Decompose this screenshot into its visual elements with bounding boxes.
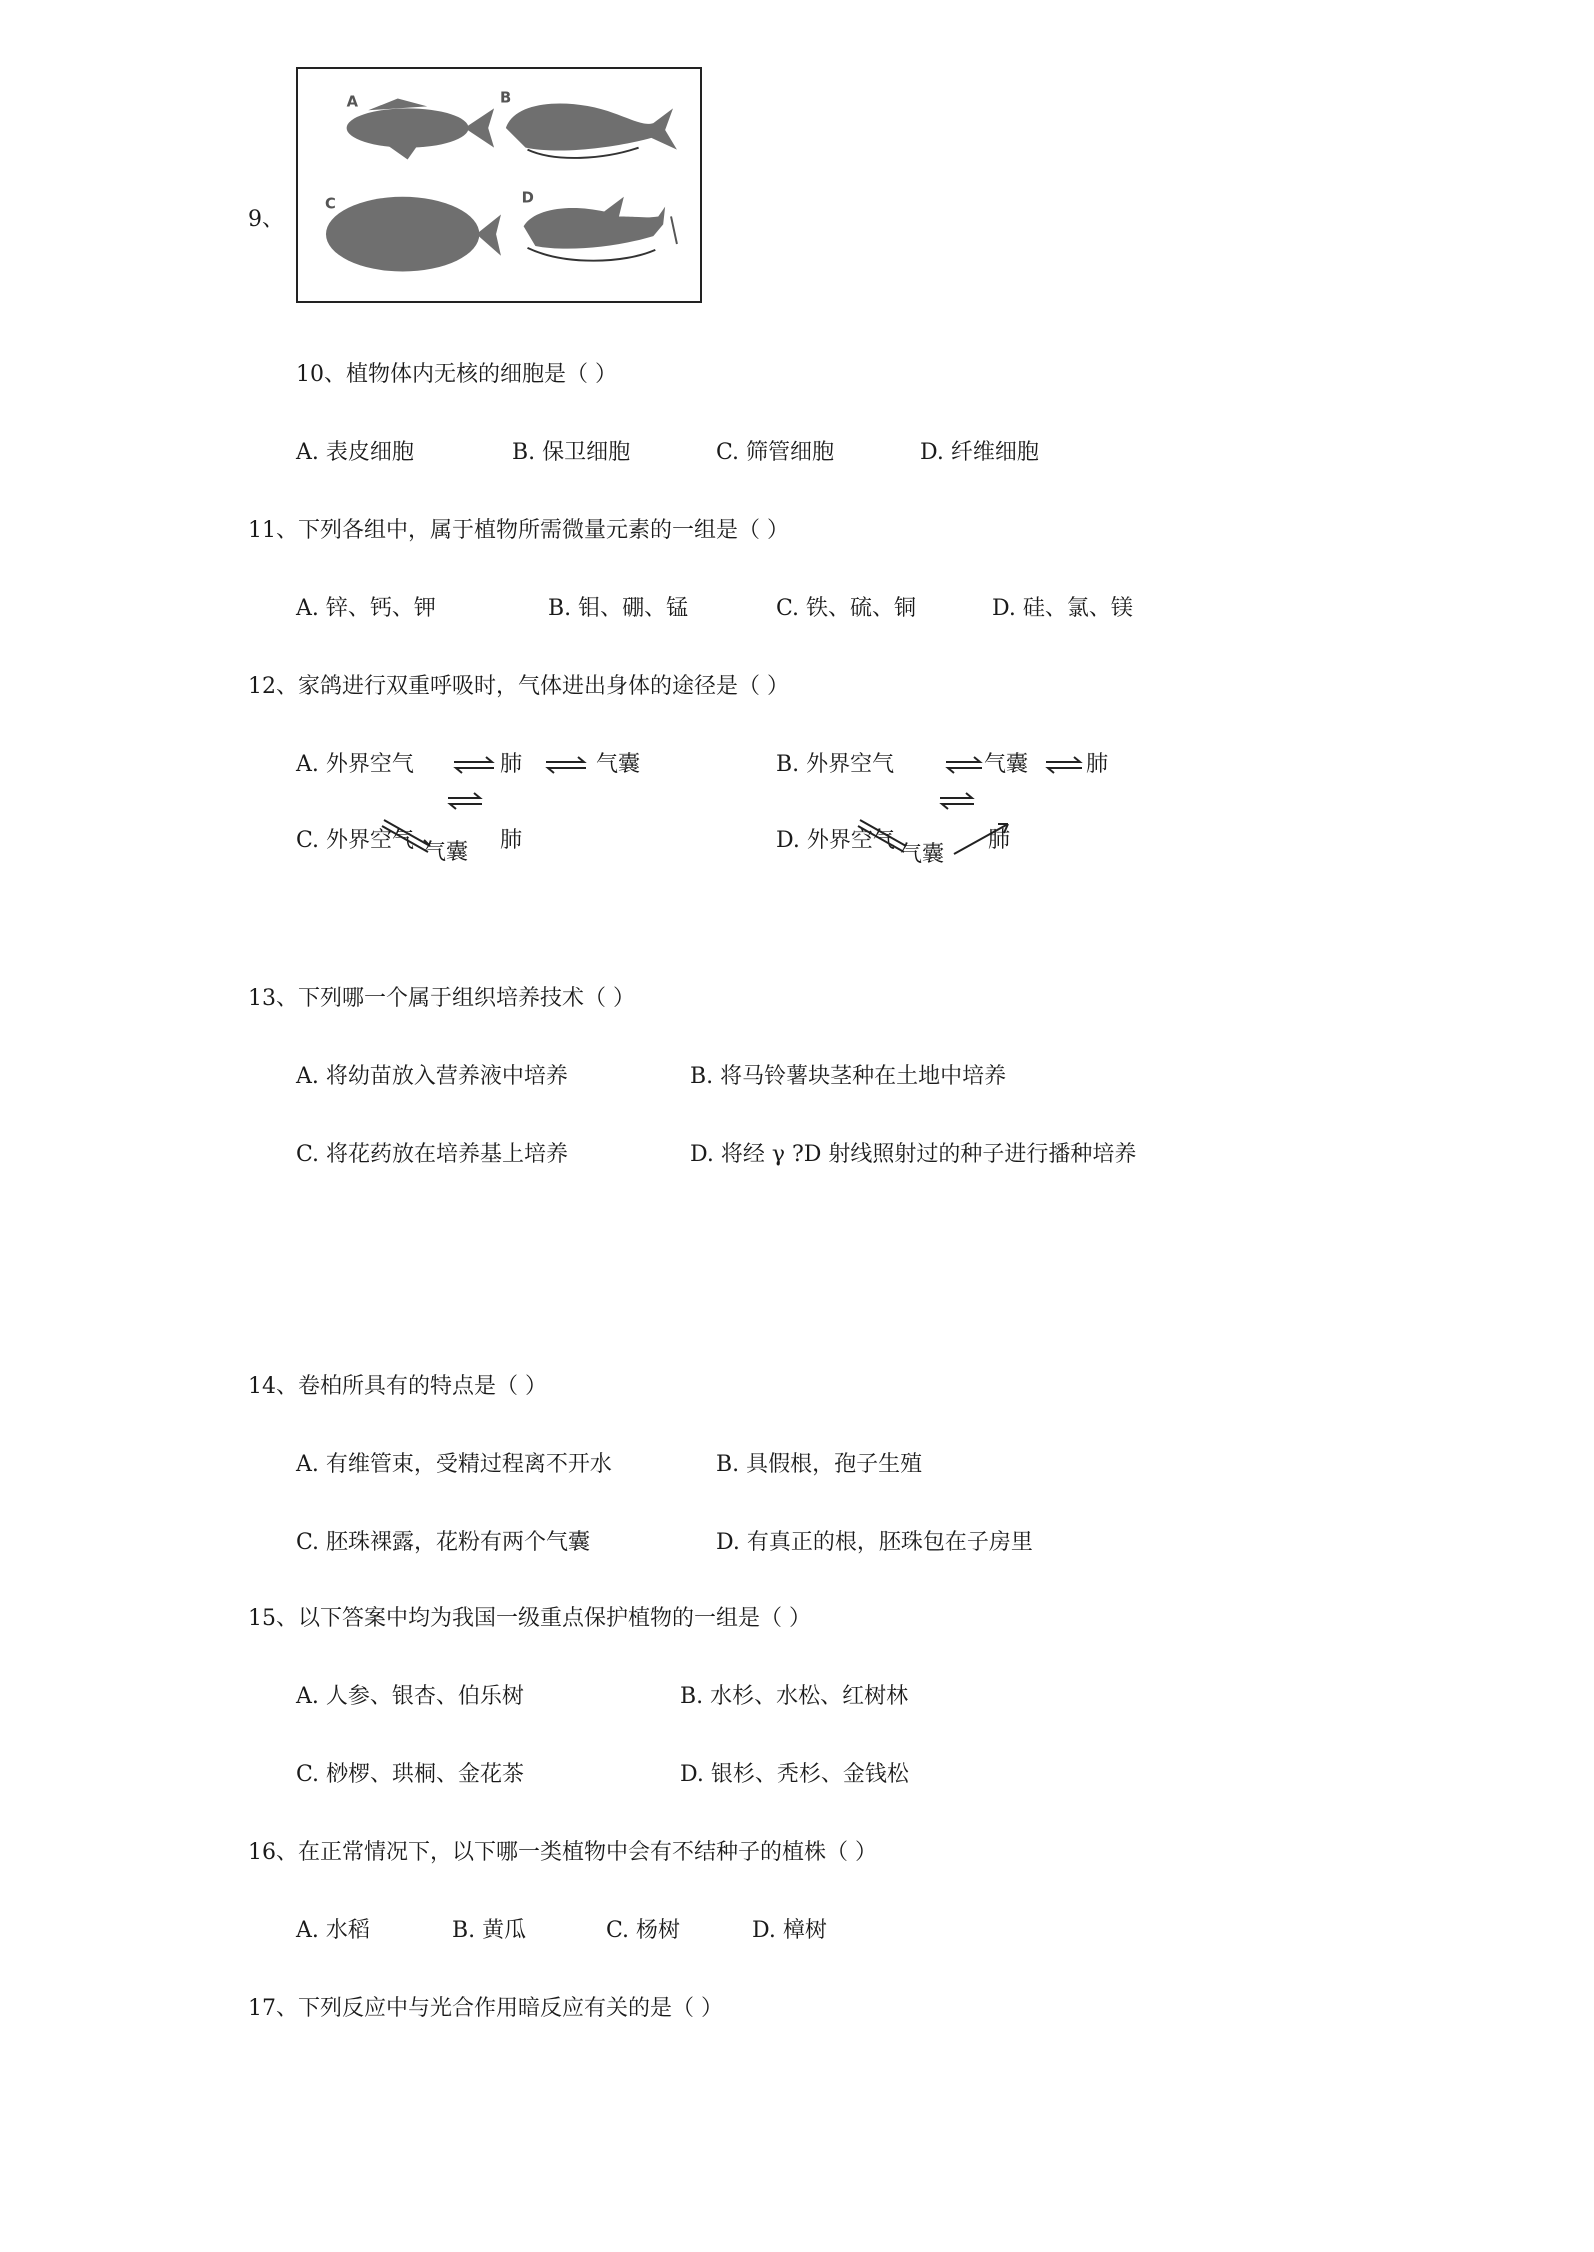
q13-option-c: C. 将花药放在培养基上培养 (296, 1142, 569, 1167)
question-16-stem: 16、在正常情况下，以下哪一类植物中会有不结种子的植株（ ） (248, 1840, 877, 1865)
fish-d-tail-line (671, 216, 677, 244)
question-13-stem: 13、下列哪一个属于组织培养技术（ ） (248, 986, 635, 1011)
q12-option-c-label: C. 外界空气 (296, 828, 415, 853)
q12-option-c-lung: 肺 (500, 828, 523, 853)
q13-option-d: D. 将经 γ ?D 射线照射过的种子进行播种培养 (690, 1142, 1137, 1167)
q11-option-b: B. 钼、硼、锰 (548, 596, 689, 621)
question-11-stem: 11、下列各组中，属于植物所需微量元素的一组是（ ） (248, 518, 789, 543)
q15-option-a: A. 人参、银杏、伯乐树 (296, 1684, 524, 1709)
q12-option-c-airsac: 气囊 (424, 840, 469, 865)
q14-option-c: C. 胚珠裸露，花粉有两个气囊 (296, 1530, 591, 1555)
question-10-stem: 10、植物体内无核的细胞是（ ） (296, 362, 617, 387)
q11-option-a: A. 锌、钙、钾 (296, 596, 436, 621)
fish-label-c: C (325, 195, 336, 213)
question-14-stem: 14、卷柏所具有的特点是（ ） (248, 1374, 547, 1399)
q12-option-a-airsac: 气囊 (596, 752, 641, 777)
q15-option-b: B. 水杉、水松、红树林 (680, 1684, 909, 1709)
q14-option-a: A. 有维管束，受精过程离不开水 (296, 1452, 612, 1477)
q15-option-c: C. 桫椤、珙桐、金花茶 (296, 1762, 525, 1787)
fish-label-a: A (346, 93, 359, 111)
q12-option-a-label: A. 外界空气 (296, 752, 414, 777)
fish-label-b: B (499, 89, 512, 107)
fish-d (524, 197, 666, 249)
q11-option-c: C. 铁、硫、铜 (776, 596, 917, 621)
q16-option-d: D. 樟树 (752, 1918, 827, 1943)
q16-option-b: B. 黄瓜 (452, 1918, 527, 1943)
question-17-stem: 17、下列反应中与光合作用暗反应有关的是（ ） (248, 1996, 723, 2021)
q12-option-d-airsac: 气囊 (900, 842, 945, 867)
q11-option-d: D. 硅、氯、镁 (992, 596, 1133, 621)
fish-c (326, 197, 501, 272)
q14-option-d: D. 有真正的根，胚珠包在子房里 (716, 1530, 1033, 1555)
fish-figure (296, 67, 702, 303)
q12-c-top-double-arrow (446, 792, 484, 810)
q12-option-d-lung: 肺 (988, 828, 1011, 853)
q12-d-top-double-arrow (938, 792, 976, 810)
q12-option-d-label: D. 外界空气 (776, 828, 895, 853)
fish-a (347, 98, 494, 159)
fish-b (506, 104, 677, 151)
q13-option-b: B. 将马铃薯块茎种在土地中培养 (690, 1064, 1007, 1089)
q14-option-b: B. 具假根，孢子生殖 (716, 1452, 923, 1477)
q12-a-double-arrow-1 (452, 756, 496, 774)
q15-option-d: D. 银杉、秃杉、金钱松 (680, 1762, 909, 1787)
q12-option-b-lung: 肺 (1086, 752, 1109, 777)
q12-option-a-lung: 肺 (500, 752, 523, 777)
q12-option-b-label: B. 外界空气 (776, 752, 895, 777)
fish-d-outline (528, 248, 656, 261)
q12-b-double-arrow-1 (944, 756, 984, 774)
q10-option-a: A. 表皮细胞 (296, 440, 414, 465)
q10-option-c: C. 筛管细胞 (716, 440, 835, 465)
q12-a-double-arrow-2 (544, 756, 588, 774)
q16-option-a: A. 水稻 (296, 1918, 370, 1943)
fish-silhouettes-image (298, 69, 700, 301)
question-9-number: 9、 (248, 207, 284, 232)
q13-option-a: A. 将幼苗放入营养液中培养 (296, 1064, 568, 1089)
q16-option-c: C. 杨树 (606, 1918, 681, 1943)
question-15-stem: 15、以下答案中均为我国一级重点保护植物的一组是（ ） (248, 1606, 811, 1631)
fish-label-d: D (521, 189, 534, 207)
q10-option-b: B. 保卫细胞 (512, 440, 631, 465)
q10-option-d: D. 纤维细胞 (920, 440, 1039, 465)
q12-b-double-arrow-2 (1044, 756, 1084, 774)
question-12-stem: 12、家鸽进行双重呼吸时，气体进出身体的途径是（ ） (248, 674, 789, 699)
q12-option-b-airsac: 气囊 (984, 752, 1029, 777)
